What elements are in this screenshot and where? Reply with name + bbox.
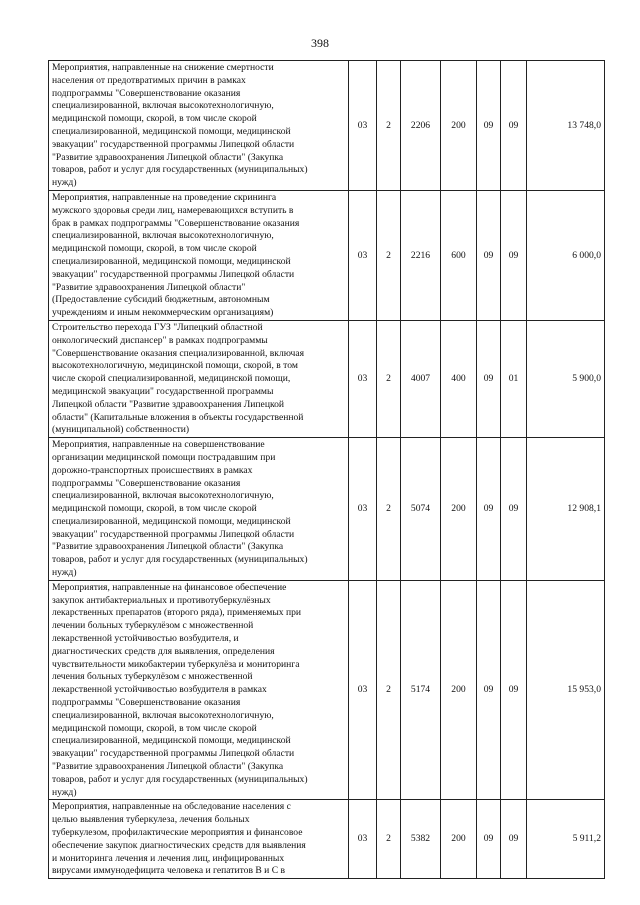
row-amount: 5 900,0 <box>527 320 605 437</box>
budget-table <box>48 60 605 879</box>
page-number: 398 <box>311 36 329 50</box>
row-program-code: 03 <box>349 438 377 581</box>
row-program-code: 03 <box>349 580 377 800</box>
row-subsection: 01 <box>501 320 527 437</box>
row-measure-code: 4007 <box>401 320 441 437</box>
table-row <box>49 438 605 581</box>
row-section: 09 <box>477 580 501 800</box>
row-expense-type: 400 <box>441 320 477 437</box>
row-subprogram-code: 2 <box>377 61 401 191</box>
row-subprogram-code: 2 <box>377 190 401 320</box>
row-measure-code: 2206 <box>401 61 441 191</box>
row-expense-type: 200 <box>441 580 477 800</box>
row-subsection: 09 <box>501 580 527 800</box>
row-section: 09 <box>477 438 501 581</box>
row-subprogram-code: 2 <box>377 800 401 879</box>
row-amount: 6 000,0 <box>527 190 605 320</box>
row-section: 09 <box>477 800 501 879</box>
row-measure-code: 5382 <box>401 800 441 879</box>
row-description: Мероприятия, направленные на снижение смертности населения от предотвратимых причин в рамках подпрограммы "Совершенствование оказания специализированной, включая высокотехнологичную, медицинской помощи, скорой, в том числе скорой специализированной, медицинской помощи, медицинской эвакуации" государственной программы Липецкой области "Развитие здравоохранения Липецкой области" (Закупка товаров, работ и услуг для государственных (муниципальных) нужд) <box>49 61 349 191</box>
row-amount: 5 911,2 <box>527 800 605 879</box>
row-program-code: 03 <box>349 320 377 437</box>
table-row <box>49 800 605 879</box>
row-subprogram-code: 2 <box>377 580 401 800</box>
row-amount: 12 908,1 <box>527 438 605 581</box>
table-row <box>49 190 605 320</box>
row-description: Мероприятия, направленные на обследование населения с целью выявления туберкулеза, лечения больных туберкулезом, профилактические мероприятия и финансовое обеспечение закупок диагностических средств для выявления и мониторинга лечения и лечения лиц, инфицированных вирусами иммунодефицита человека и гепатитов В и С в <box>49 800 349 879</box>
row-description: Мероприятия, направленные на совершенствование организации медицинской помощи пострадавшим при дорожно-транспортных происшествиях в рамках подпрограммы "Совершенствование оказания специализированной, включая высокотехнологичную, медицинской помощи, скорой, в том числе скорой специализированной, медицинской помощи, медицинской эвакуации" государственной программы Липецкой области "Развитие здравоохранения Липецкой области" (Закупка товаров, работ и услуг для государственных (муниципальных) нужд) <box>49 438 349 581</box>
row-section: 09 <box>477 190 501 320</box>
row-subsection: 09 <box>501 61 527 191</box>
row-section: 09 <box>477 320 501 437</box>
row-subprogram-code: 2 <box>377 320 401 437</box>
row-expense-type: 200 <box>441 61 477 191</box>
table-row <box>49 320 605 437</box>
table-row <box>49 580 605 800</box>
table-row <box>49 61 605 191</box>
row-description: Строительство перехода ГУЗ "Липецкий областной онкологический диспансер" в рамках подпрограммы "Совершенствование оказания специализированной, включая высокотехнологичную, медицинской помощи, скорой, в том числе скорой специализированной, медицинской помощи, медицинской эвакуации" государственной программы Липецкой области "Развитие здравоохранения Липецкой области" (Капитальные вложения в объекты государственной (муниципальной) собственности) <box>49 320 349 437</box>
row-expense-type: 200 <box>441 800 477 879</box>
row-program-code: 03 <box>349 800 377 879</box>
row-subprogram-code: 2 <box>377 438 401 581</box>
row-measure-code: 2216 <box>401 190 441 320</box>
row-expense-type: 600 <box>441 190 477 320</box>
row-amount: 13 748,0 <box>527 61 605 191</box>
row-description: Мероприятия, направленные на проведение скрининга мужского здоровья среди лиц, намеревающихся вступить в брак в рамках подпрограммы "Совершенствование оказания специализированной, включая высокотехнологичную, медицинской помощи, скорой, в том числе скорой специализированной, медицинской помощи, медицинской эвакуации" государственной программы Липецкой области "Развитие здравоохранения Липецкой области" (Предоставление субсидий бюджетным, автономным учреждениям и иным некоммерческим организациям) <box>49 190 349 320</box>
row-measure-code: 5074 <box>401 438 441 581</box>
row-subsection: 09 <box>501 438 527 581</box>
row-program-code: 03 <box>349 190 377 320</box>
row-section: 09 <box>477 61 501 191</box>
row-subsection: 09 <box>501 800 527 879</box>
row-program-code: 03 <box>349 61 377 191</box>
row-measure-code: 5174 <box>401 580 441 800</box>
row-subsection: 09 <box>501 190 527 320</box>
row-expense-type: 200 <box>441 438 477 581</box>
row-description: Мероприятия, направленные на финансовое обеспечение закупок антибактериальных и противотуберкулёзных лекарственных препаратов (второго ряда), применяемых при лечении больных туберкулёзом с множественной лекарственной устойчивостью возбудителя, и диагностических средств для выявления, определения чувствительности микобактерии туберкулёза и мониторинга лечения больных туберкулёзом с множественной лекарственной устойчивостью возбудителя в рамках подпрограммы "Совершенствование оказания специализированной, включая высокотехнологичную, медицинской помощи, скорой, в том числе скорой специализированной, медицинской помощи, медицинской эвакуации" государственной программы Липецкой области "Развитие здравоохранения Липецкой области" (Закупка товаров, работ и услуг для государственных (муниципальных) нужд) <box>49 580 349 800</box>
row-amount: 15 953,0 <box>527 580 605 800</box>
